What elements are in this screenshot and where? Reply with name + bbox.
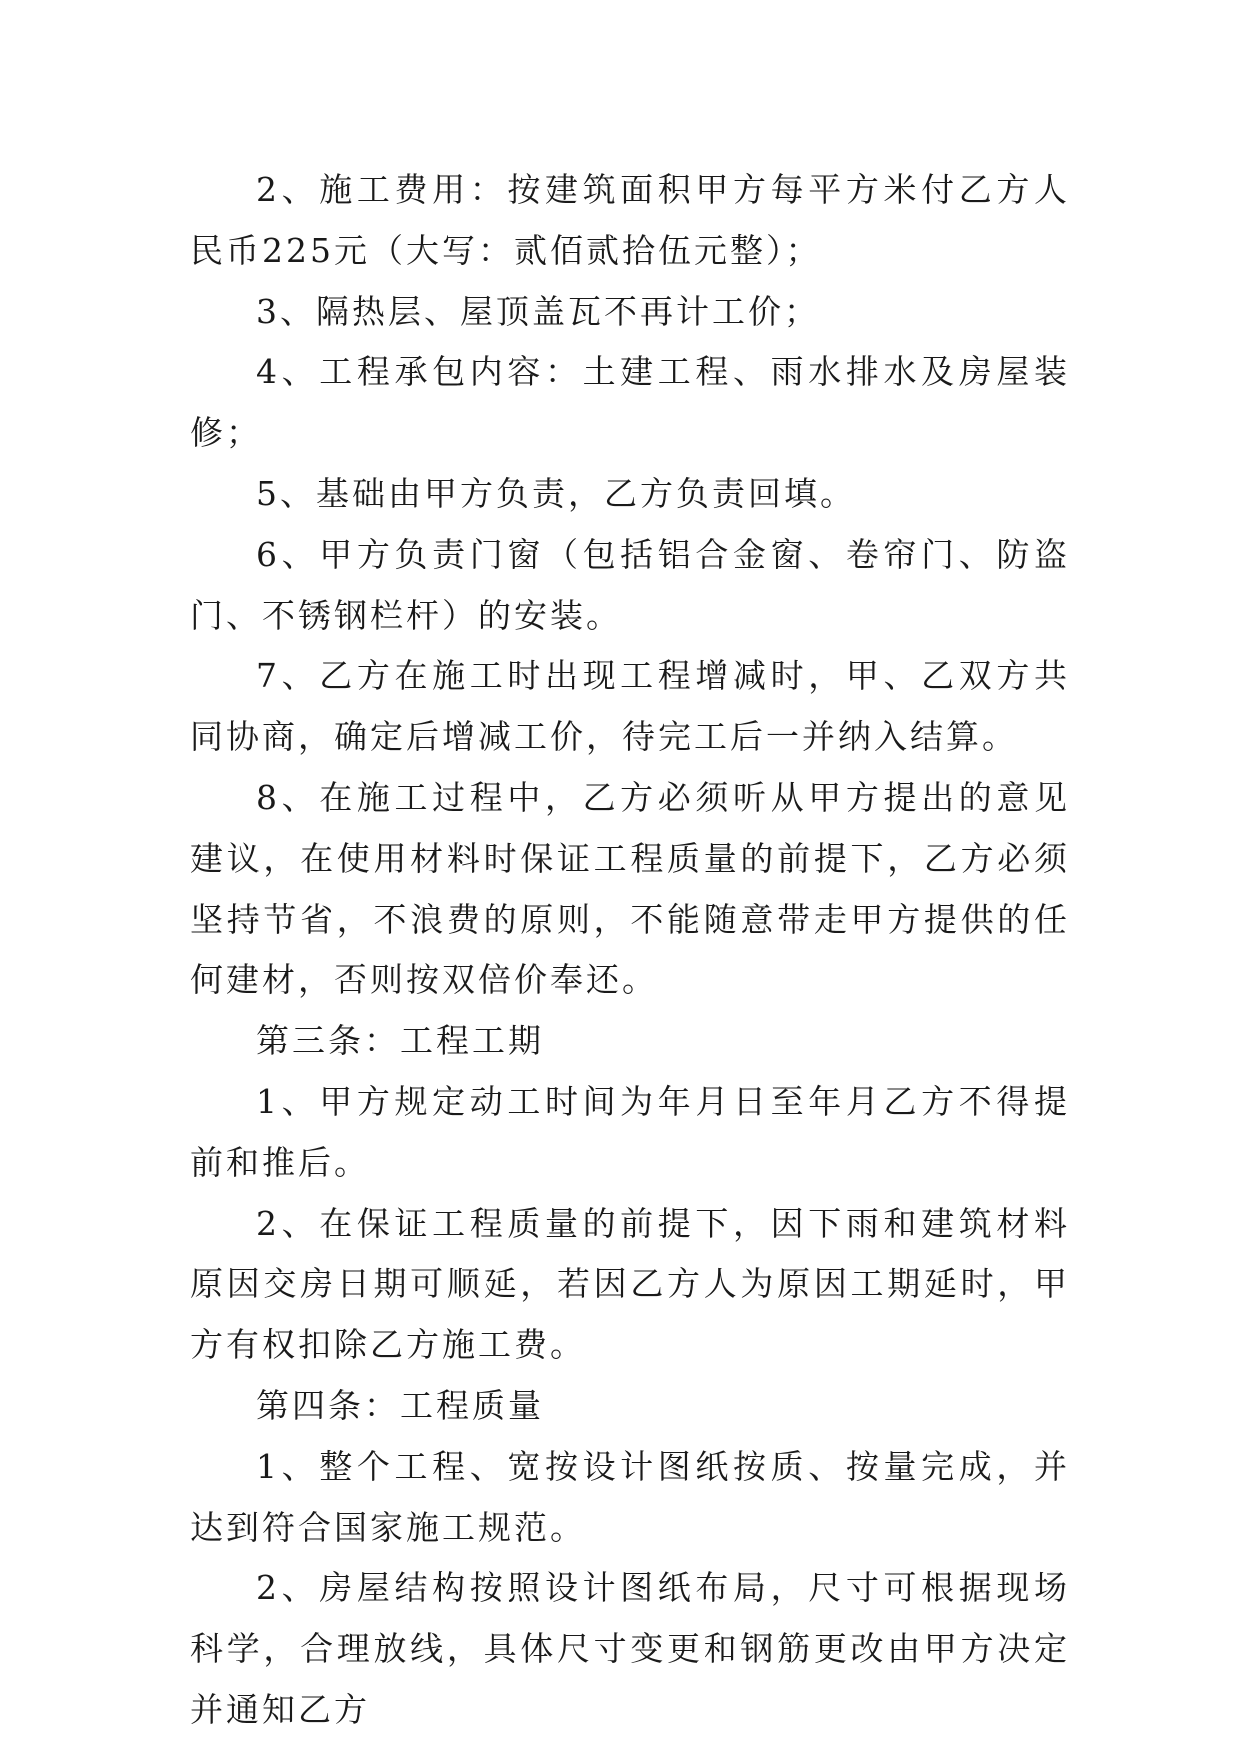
paragraph-windows-clause: 6、甲方负责门窗（包括铝合金窗、卷帘门、防盗门、不锈钢栏杆）的安装。	[190, 534, 1070, 635]
paragraph-standards-clause: 1、整个工程、宽按设计图纸按质、按量完成，并达到符合国家施工规范。	[190, 1446, 1070, 1547]
paragraph-structure-clause: 2、房屋结构按照设计图纸布局，尺寸可根据现场科学，合理放线，具体尺寸变更和钢筋更改由甲方决定并通知乙方	[190, 1568, 1070, 1729]
paragraph-insulation-clause: 3、隔热层、屋顶盖瓦不再计工价；	[256, 291, 820, 331]
paragraph-delay-clause: 2、在保证工程质量的前提下，因下雨和建筑材料原因交房日期可顺延，若因乙方人为原因工期延时，甲方有权扣除乙方施工费。	[190, 1203, 1070, 1365]
section-heading-schedule: 第三条：工程工期	[256, 1021, 544, 1061]
paragraph-start-date-clause: 1、甲方规定动工时间为年月日至年月乙方不得提前和推后。	[190, 1081, 1070, 1182]
section-heading-quality: 第四条：工程质量	[256, 1385, 544, 1425]
paragraph-fee-clause: 2、施工费用：按建筑面积甲方每平方米付乙方人民币225元（大写：贰佰贰拾伍元整）；	[190, 170, 1070, 270]
document-body	[190, 160, 1070, 1741]
paragraph-scope-clause: 4、工程承包内容：土建工程、雨水排水及房屋装修；	[190, 352, 1070, 453]
paragraph-materials-clause: 8、在施工过程中，乙方必须听从甲方提出的意见建议，在使用材料时保证工程质量的前提下，乙方必须坚持节省，不浪费的原则，不能随意带走甲方提供的任何建材，否则按双倍价奉还。	[190, 777, 1070, 1000]
paragraph-foundation-clause: 5、基础由甲方负责，乙方负责回填。	[256, 473, 856, 513]
paragraph-changes-clause: 7、乙方在施工时出现工程增减时，甲、乙双方共同协商，确定后增减工价，待完工后一并纳入结算。	[190, 656, 1070, 757]
